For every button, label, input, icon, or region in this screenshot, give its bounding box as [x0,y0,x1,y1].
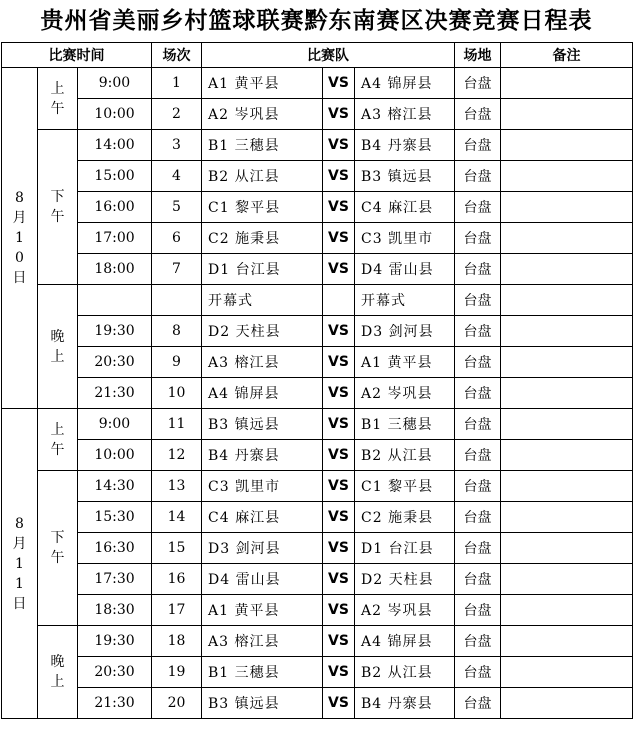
away-team-cell: A4 锦屏县 [355,68,455,99]
match-no-cell: 14 [152,502,202,533]
schedule-row [2,378,633,409]
note-cell [501,440,633,471]
away-team-cell: B2 从江县 [355,440,455,471]
schedule-row [2,130,633,161]
away-team-cell: A3 榕江县 [355,99,455,130]
venue-cell: 台盘 [455,347,501,378]
schedule-row [2,688,633,719]
vs-cell: VS [323,192,355,223]
note-cell [501,564,633,595]
home-team-cell: 开幕式 [202,285,323,316]
note-cell [501,502,633,533]
home-team-cell: C1 黎平县 [202,192,323,223]
note-cell [501,130,633,161]
schedule-row [2,471,633,502]
schedule-row [2,192,633,223]
vs-cell: VS [323,130,355,161]
match-no-cell: 12 [152,440,202,471]
note-cell [501,223,633,254]
session-label-cell [38,130,78,285]
session-label: 上午 [50,80,65,117]
schedule-row [2,254,633,285]
match-no-cell: 16 [152,564,202,595]
note-cell [501,626,633,657]
note-cell [501,68,633,99]
session-label-cell [38,409,78,471]
match-no-cell: 18 [152,626,202,657]
time-cell: 20:30 [78,347,152,378]
schedule-row [2,223,633,254]
note-cell [501,254,633,285]
time-cell: 17:30 [78,564,152,595]
time-cell: 10:00 [78,440,152,471]
match-no-cell: 9 [152,347,202,378]
vs-cell: VS [323,657,355,688]
match-no-cell: 17 [152,595,202,626]
note-cell [501,192,633,223]
match-no-cell [152,285,202,316]
schedule-row [2,161,633,192]
home-team-cell: D4 雷山县 [202,564,323,595]
schedule-row [2,68,633,99]
venue-cell: 台盘 [455,161,501,192]
session-label: 下午 [50,530,65,566]
venue-cell: 台盘 [455,192,501,223]
venue-cell: 台盘 [455,254,501,285]
note-cell [501,316,633,347]
home-team-cell: B3 镇远县 [202,688,323,719]
away-team-cell: B3 镇远县 [355,161,455,192]
time-cell: 18:30 [78,595,152,626]
home-team-cell: B1 三穗县 [202,130,323,161]
away-team-cell: B1 三穗县 [355,409,455,440]
venue-cell: 台盘 [455,533,501,564]
match-no-cell: 11 [152,409,202,440]
venue-cell: 台盘 [455,378,501,409]
match-no-cell: 4 [152,161,202,192]
home-team-cell: C4 麻江县 [202,502,323,533]
note-cell [501,657,633,688]
note-cell [501,595,633,626]
session-label: 晚上 [50,328,65,365]
match-no-cell: 5 [152,192,202,223]
note-cell [501,378,633,409]
away-team-cell: B2 从江县 [355,657,455,688]
home-team-cell: A3 榕江县 [202,347,323,378]
day-date-cell [2,68,38,409]
note-cell [501,688,633,719]
header-time: 比赛时间 [2,43,152,68]
time-cell: 16:30 [78,533,152,564]
away-team-cell: A2 岑巩县 [355,378,455,409]
time-cell: 9:00 [78,409,152,440]
vs-cell: VS [323,440,355,471]
session-label-cell [38,68,78,130]
schedule-table [1,42,633,719]
time-cell: 17:00 [78,223,152,254]
away-team-cell: C3 凯里市 [355,223,455,254]
home-team-cell: D3 剑河县 [202,533,323,564]
home-team-cell: C2 施秉县 [202,223,323,254]
time-cell: 14:30 [78,471,152,502]
session-label-cell [38,626,78,719]
schedule-row [2,285,633,316]
vs-cell: VS [323,99,355,130]
home-team-cell: B3 镇远县 [202,409,323,440]
schedule-row [2,316,633,347]
session-label-cell [38,471,78,626]
home-team-cell: D2 天柱县 [202,316,323,347]
note-cell [501,161,633,192]
venue-cell: 台盘 [455,130,501,161]
schedule-row [2,564,633,595]
vs-cell: VS [323,502,355,533]
home-team-cell: A2 岑巩县 [202,99,323,130]
vs-cell: VS [323,533,355,564]
note-cell [501,533,633,564]
header-row [2,43,633,68]
away-team-cell: D1 台江县 [355,533,455,564]
note-cell [501,285,633,316]
time-cell: 14:00 [78,130,152,161]
note-cell [501,471,633,502]
vs-cell: VS [323,223,355,254]
home-team-cell: B1 三穗县 [202,657,323,688]
time-cell: 19:30 [78,626,152,657]
match-no-cell: 7 [152,254,202,285]
vs-cell: VS [323,688,355,719]
header-venue: 场地 [455,43,501,68]
home-team-cell: A3 榕江县 [202,626,323,657]
venue-cell: 台盘 [455,409,501,440]
schedule-row [2,595,633,626]
time-cell: 15:30 [78,502,152,533]
home-team-cell: B4 丹寨县 [202,440,323,471]
day-date: 8月10日 [12,190,27,286]
time-cell: 20:30 [78,657,152,688]
page-title: 贵州省美丽乡村篮球联赛黔东南赛区决赛竞赛日程表 [40,7,593,34]
time-cell: 9:00 [78,68,152,99]
time-cell: 21:30 [78,688,152,719]
venue-cell: 台盘 [455,626,501,657]
venue-cell: 台盘 [455,285,501,316]
schedule-row [2,440,633,471]
vs-cell: VS [323,161,355,192]
venue-cell: 台盘 [455,68,501,99]
time-cell: 16:00 [78,192,152,223]
vs-cell: VS [323,409,355,440]
vs-cell: VS [323,347,355,378]
vs-cell: VS [323,626,355,657]
match-no-cell: 2 [152,99,202,130]
venue-cell: 台盘 [455,223,501,254]
day-date: 8月11日 [12,515,27,612]
vs-cell: VS [323,378,355,409]
venue-cell: 台盘 [455,502,501,533]
schedule-row [2,99,633,130]
vs-cell: VS [323,316,355,347]
home-team-cell: C3 凯里市 [202,471,323,502]
note-cell [501,409,633,440]
match-no-cell: 3 [152,130,202,161]
header-match-no: 场次 [152,43,202,68]
schedule-body [2,68,633,719]
match-no-cell: 10 [152,378,202,409]
venue-cell: 台盘 [455,688,501,719]
schedule-row [2,502,633,533]
schedule-row [2,409,633,440]
day-date-cell [2,409,38,719]
home-team-cell: A1 黄平县 [202,595,323,626]
venue-cell: 台盘 [455,595,501,626]
away-team-cell: A4 锦屏县 [355,626,455,657]
time-cell: 21:30 [78,378,152,409]
home-team-cell: A1 黄平县 [202,68,323,99]
venue-cell: 台盘 [455,564,501,595]
match-no-cell: 20 [152,688,202,719]
vs-cell: VS [323,68,355,99]
vs-cell: VS [323,471,355,502]
venue-cell: 台盘 [455,471,501,502]
vs-cell [323,285,355,316]
venue-cell: 台盘 [455,99,501,130]
away-team-cell: C1 黎平县 [355,471,455,502]
session-label-cell [38,285,78,409]
away-team-cell: C2 施秉县 [355,502,455,533]
away-team-cell: D3 剑河县 [355,316,455,347]
schedule-row [2,533,633,564]
away-team-cell: A2 岑巩县 [355,595,455,626]
session-label: 下午 [50,189,65,225]
away-team-cell: D4 雷山县 [355,254,455,285]
session-label: 上午 [50,421,65,458]
match-no-cell: 8 [152,316,202,347]
away-team-cell: D2 天柱县 [355,564,455,595]
venue-cell: 台盘 [455,316,501,347]
match-no-cell: 19 [152,657,202,688]
away-team-cell: B4 丹寨县 [355,130,455,161]
time-cell [78,285,152,316]
home-team-cell: A4 锦屏县 [202,378,323,409]
note-cell [501,347,633,378]
venue-cell: 台盘 [455,440,501,471]
header-teams: 比赛队 [202,43,455,68]
match-no-cell: 15 [152,533,202,564]
venue-cell: 台盘 [455,657,501,688]
time-cell: 10:00 [78,99,152,130]
schedule-row [2,626,633,657]
away-team-cell: C4 麻江县 [355,192,455,223]
away-team-cell: A1 黄平县 [355,347,455,378]
time-cell: 19:30 [78,316,152,347]
session-label: 晚上 [50,654,65,690]
home-team-cell: D1 台江县 [202,254,323,285]
match-no-cell: 1 [152,68,202,99]
note-cell [501,99,633,130]
time-cell: 18:00 [78,254,152,285]
match-no-cell: 6 [152,223,202,254]
match-no-cell: 13 [152,471,202,502]
schedule-row [2,657,633,688]
vs-cell: VS [323,254,355,285]
time-cell: 15:00 [78,161,152,192]
away-team-cell: B4 丹寨县 [355,688,455,719]
schedule-row [2,347,633,378]
header-note: 备注 [501,43,633,68]
away-team-cell: 开幕式 [355,285,455,316]
vs-cell: VS [323,564,355,595]
home-team-cell: B2 从江县 [202,161,323,192]
vs-cell: VS [323,595,355,626]
